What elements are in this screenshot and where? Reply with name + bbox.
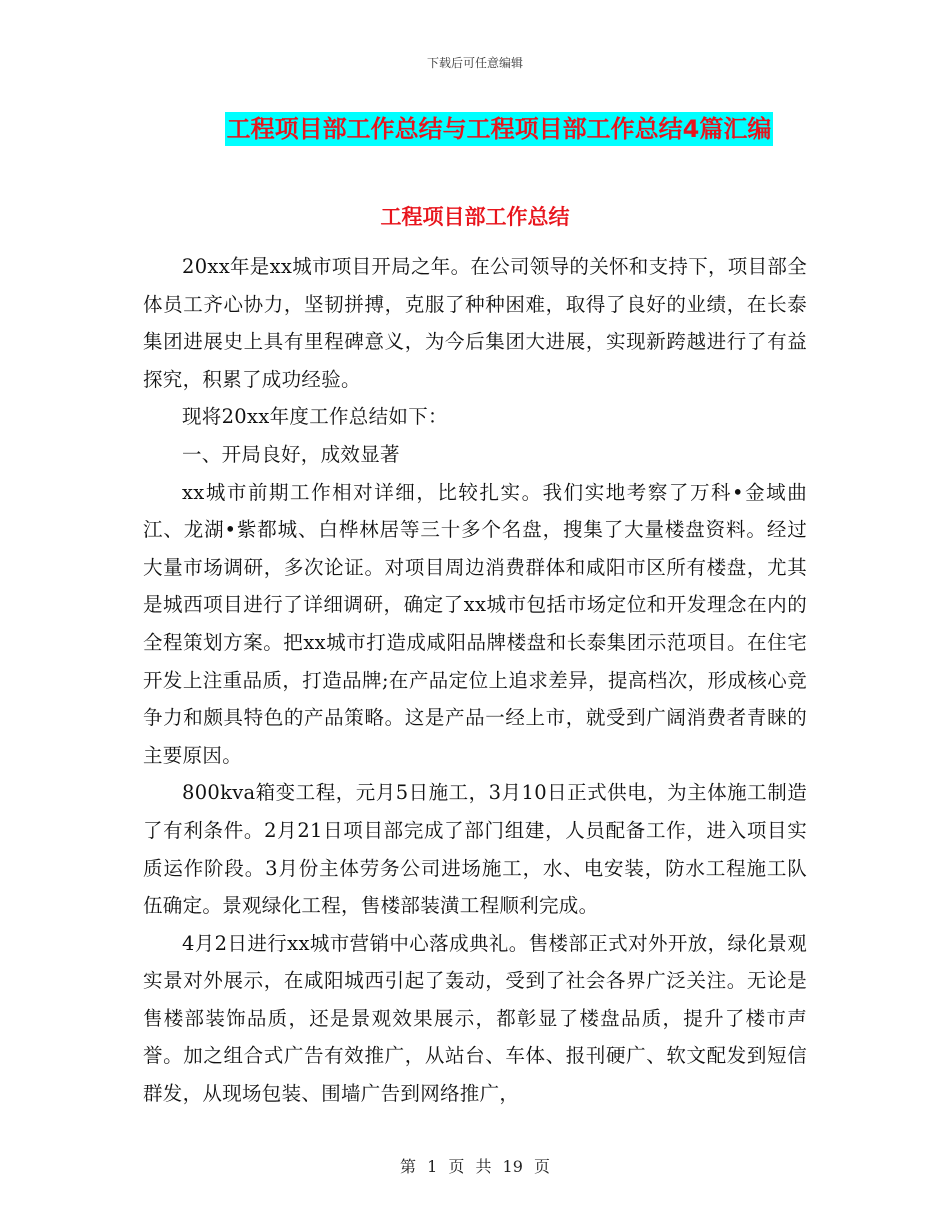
paragraph: xx城市前期工作相对详细，比较扎实。我们实地考察了万科•金域曲江、龙湖•紫都城、白桦林居等三十多个名盘，搜集了大量楼盘资料。经过大量市场调研，多次论证。对项目周边消费群体和咸阳市区所有楼盘，尤其是城西项目进行了详细调研，确定了xx城市包括市场定位和开发理念在内的全程策划方案。把xx城市打造成咸阳品牌楼盘和长泰集团示范项目。在住宅开发上注重品质，打造品牌;在产品定位上追求差异，提高档次，形成核心竞争力和颇具特色的产品策略。这是产品一经上市，就受到广阔消费者青睐的主要原因。 xyxy=(143,480,807,767)
main-title-wrap xyxy=(0,112,950,146)
section-title: 工程项目部工作总结 xyxy=(380,205,570,229)
paragraph: 20xx年是xx城市项目开局之年。在公司领导的关怀和支持下，项目部全体员工齐心协力，坚韧拼搏，克服了种种困难，取得了良好的业绩，在长泰集团进展史上具有里程碑意义，为今后集团大进展，实现新跨越进行了有益探究，积累了成功经验。 xyxy=(143,255,808,391)
paragraph: 一、开局良好，成效显著 xyxy=(182,442,400,466)
paragraph: 4月2日进行xx城市营销中心落成典礼。售楼部正式对外开放，绿化景观实景对外展示，在咸阳城西引起了轰动，受到了社会各界广泛关注。无论是售楼部装饰品质，还是景观效果展示，都彰显了楼盘品质，提升了楼市声誉。加之组合式广告有效推广，从站台、车体、报刊硬广、软文配发到短信群发，从现场包装、围墙广告到网络推广， xyxy=(143,931,807,1106)
body-text xyxy=(143,248,807,1113)
page-footer: 第 1 页 共 19 页 xyxy=(400,1157,550,1176)
paragraph: 现将20xx年度工作总结如下： xyxy=(182,405,448,429)
main-title: 工程项目部工作总结与工程项目部工作总结4篇汇编 xyxy=(225,112,774,146)
header-note: 下载后可任意编辑 xyxy=(426,56,523,70)
paragraph: 800kva箱变工程，元月5日施工，3月10日正式供电，为主体施工制造了有利条件。2月21日项目部完成了部门组建，人员配备工作，进入项目实质运作阶段。3月份主体劳务公司进场施工，水、电安装，防水工程施工队伍确定。景观绿化工程，售楼部装潢工程顺利完成。 xyxy=(143,781,807,918)
